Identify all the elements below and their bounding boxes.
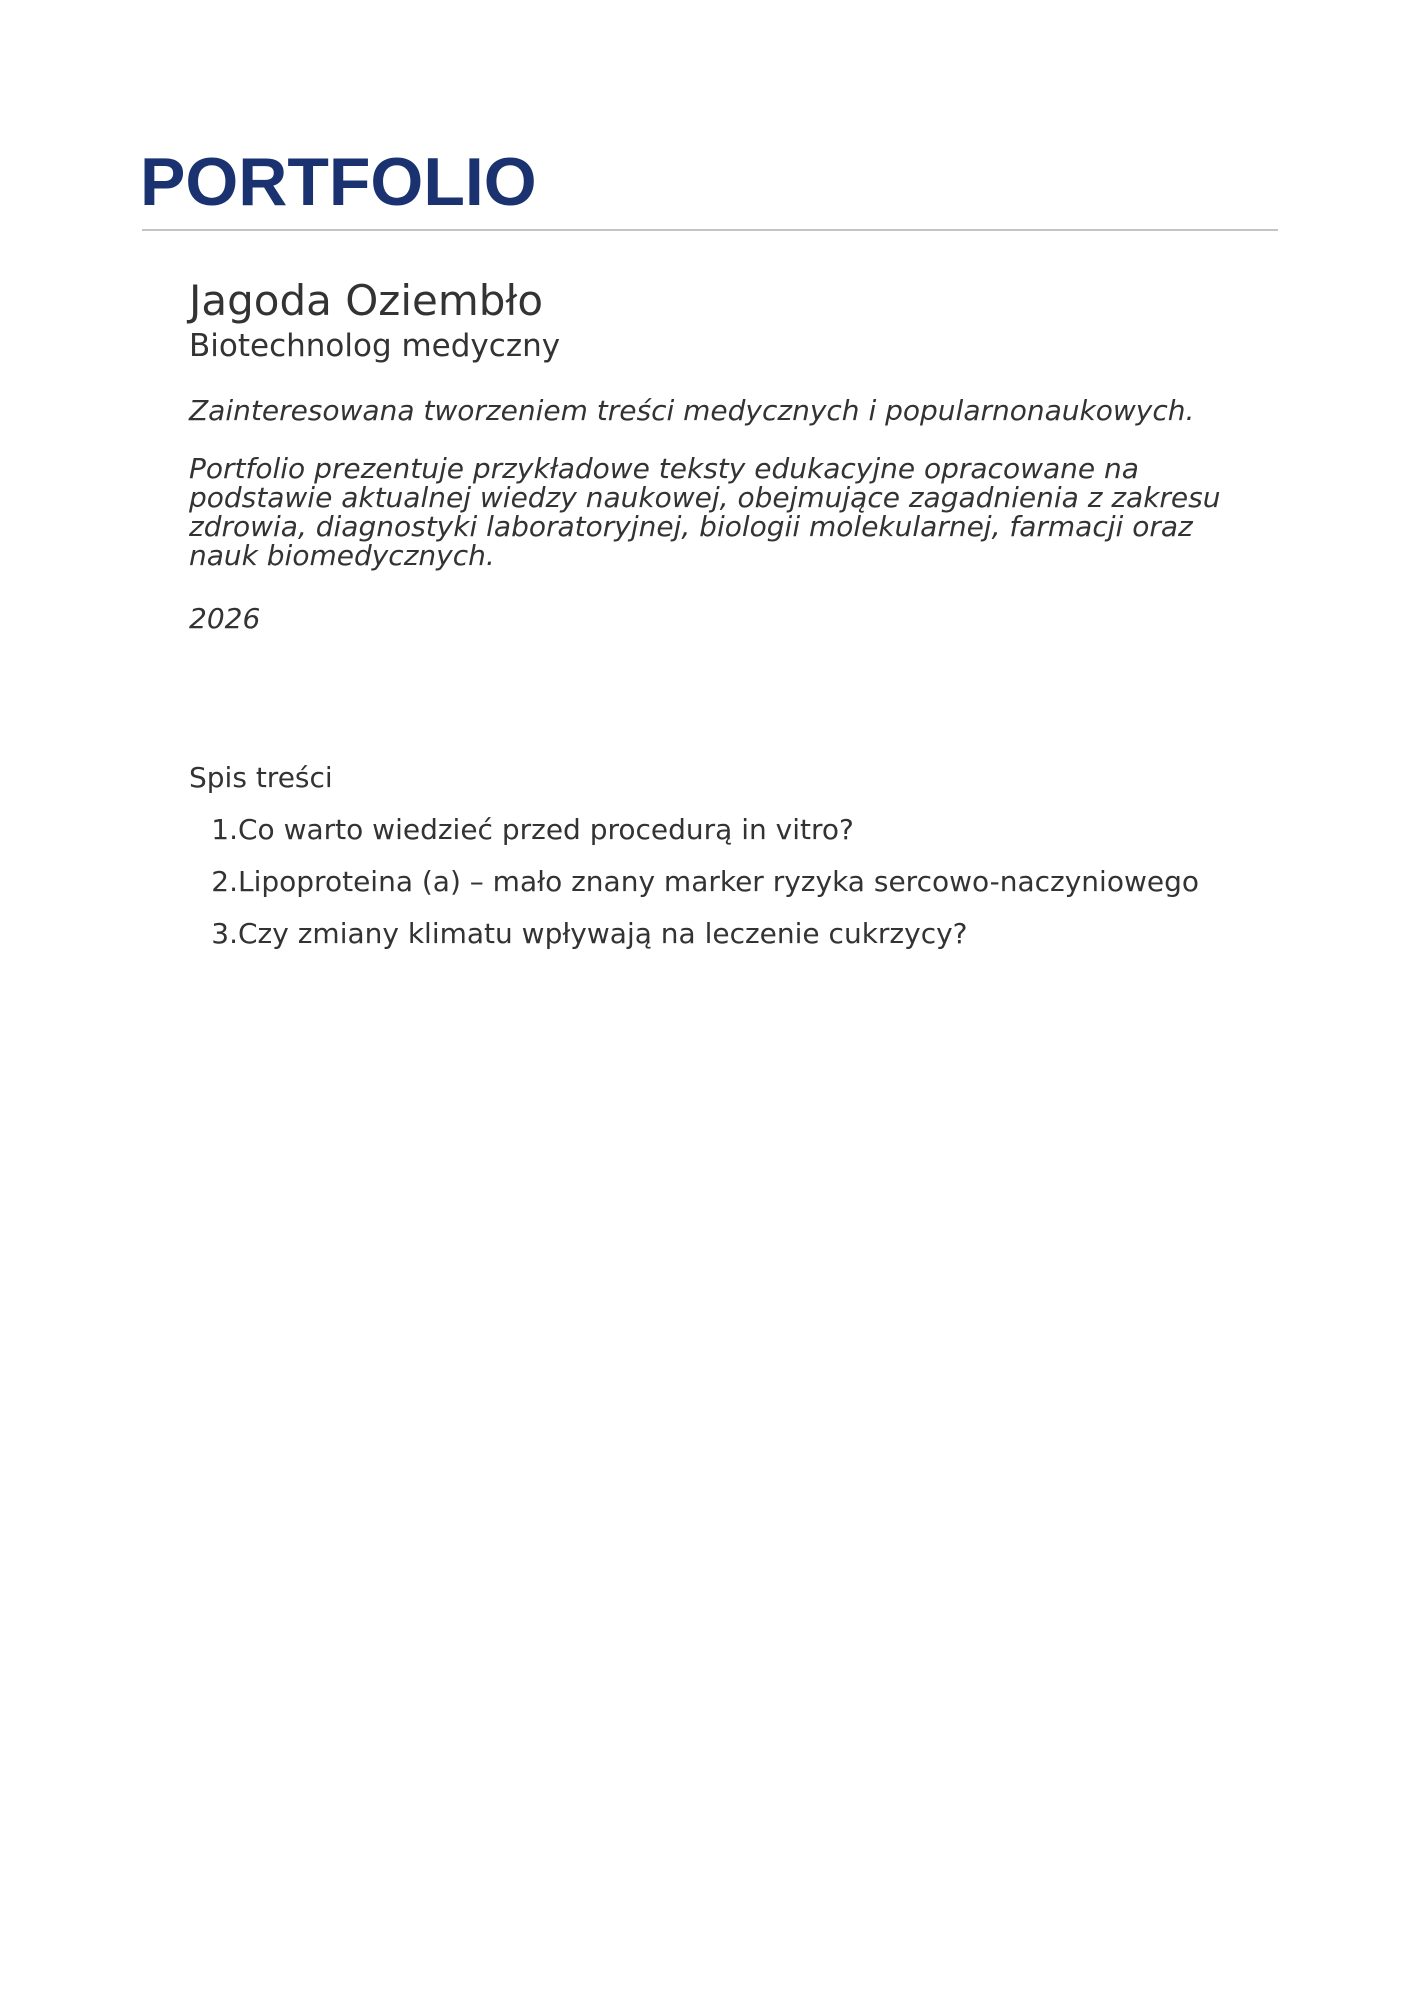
table-of-contents	[189, 758, 1309, 966]
page-title: PORTFOLIO	[140, 144, 537, 220]
description-text: Portfolio prezentuje przykładowe teksty edukacyjne opracowane na podstawie aktualnej wiedzy naukowej, obejmujące zagadnienia z zakresu zdrowia, diagnostyki laboratoryjnej, biologii molekularnej, farmacji oraz nauk biomedycznych.	[189, 452, 1221, 572]
toc-item-2[interactable]	[189, 862, 1309, 902]
toc-item-title[interactable]: Lipoproteina (a) – mało znany marker ryzyka sercowo-naczyniowego	[238, 865, 1199, 898]
toc-item-1[interactable]	[189, 810, 1309, 850]
toc-item-3[interactable]	[189, 914, 1309, 954]
author-section	[189, 268, 1269, 639]
toc-item-number: 3.	[211, 917, 238, 950]
year-label: 2026	[189, 602, 261, 635]
title-divider	[142, 229, 1278, 231]
author-name: Jagoda Oziembło	[189, 276, 544, 325]
author-role: Biotechnolog medyczny	[189, 328, 561, 364]
toc-item-number: 1.	[211, 813, 238, 846]
toc-item-number: 2.	[211, 865, 238, 898]
toc-heading: Spis treści	[189, 761, 333, 794]
toc-list	[189, 810, 1309, 954]
intro-text: Zainteresowana tworzeniem treści medycznych i popularnonaukowych.	[189, 394, 1195, 427]
toc-item-title[interactable]: Co warto wiedzieć przed procedurą in vitro?	[238, 813, 854, 846]
toc-item-title[interactable]: Czy zmiany klimatu wpływają na leczenie cukrzycy?	[238, 917, 968, 950]
